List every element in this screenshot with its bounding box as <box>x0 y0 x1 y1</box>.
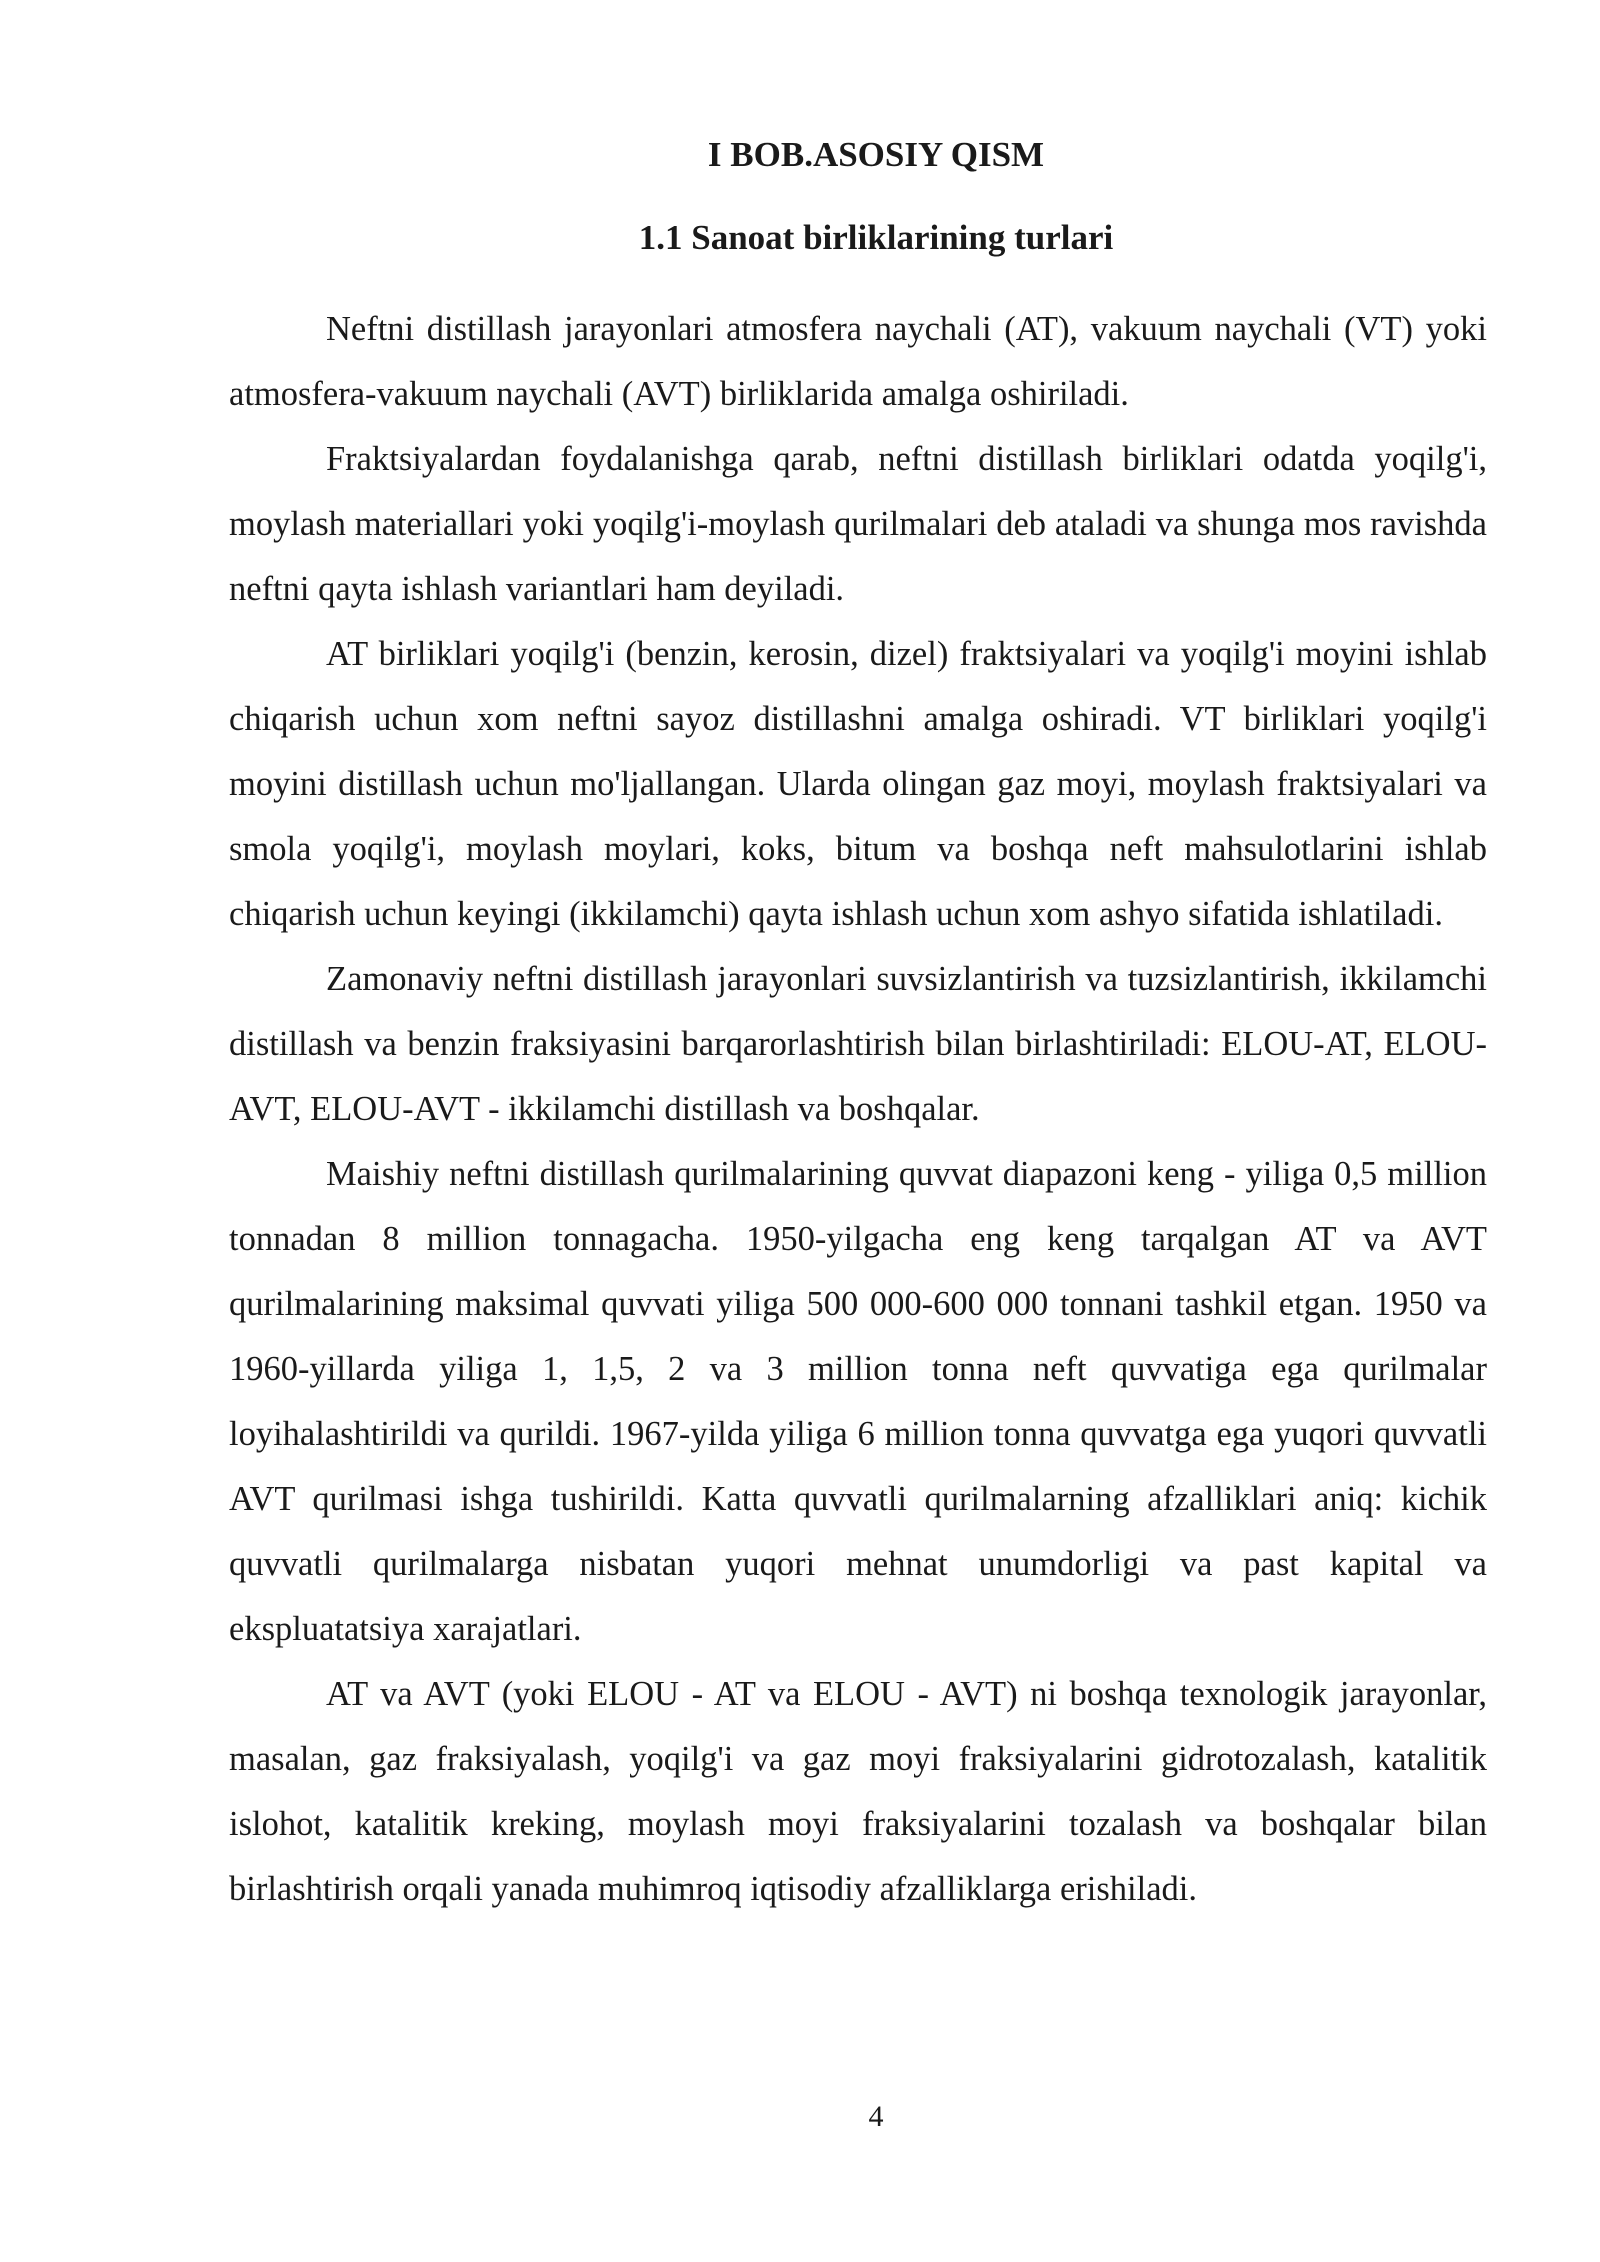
chapter-title: I BOB.ASOSIY QISM <box>707 135 1045 174</box>
paragraph: Neftni distillash jarayonlari atmosfera naychali (AT), vakuum naychali (VT) yoki atmosfera-vakuum naychali (AVT) birliklarida amalga oshiriladi. <box>229 310 1487 413</box>
paragraph: AT birliklari yoqilg'i (benzin, kerosin, dizel) fraktsiyalari va yoqilg'i moyini ishlab chiqarish uchun xom neftni sayoz distillashni amalga oshiradi. VT birliklari yoqilg'i moyini distillash uchun mo'ljallangan. Ularda olingan gaz moyi, moylash fraktsiyalari va smola yoqilg'i, moylash moylari, koks, bitum va boshqa neft mahsulotlarini ishlab chiqarish uchun keyingi (ikkilamchi) qayta ishlash uchun xom ashyo sifatida ishlatiladi. <box>229 635 1487 933</box>
section-title: 1.1 Sanoat birliklarining turlari <box>638 218 1114 257</box>
paragraph: AT va AVT (yoki ELOU - AT va ELOU - AVT) ni boshqa texnologik jarayonlar, masalan, gaz fraksiyalash, yoqilg'i va gaz moyi fraksiyalarini gidrotozalash, katalitik islohot, katalitik kreking, moylash moyi fraksiyalarini tozalash va boshqalar bilan birlashtirish orqali yanada muhimroq iqtisodiy afzalliklarga erishiladi. <box>229 1675 1487 1908</box>
page-number: 4 <box>868 2100 884 2133</box>
paragraph: Fraktsiyalardan foydalanishga qarab, neftni distillash birliklari odatda yoqilg'i, moylash materiallari yoki yoqilg'i-moylash qurilmalari deb ataladi va shunga mos ravishda neftni qayta ishlash variantlari ham deyiladi. <box>229 440 1487 608</box>
paragraph: Maishiy neftni distillash qurilmalarining quvvat diapazoni keng - yiliga 0,5 million tonnadan 8 million tonnagacha. 1950-yilgacha eng keng tarqalgan AT va AVT qurilmalarining maksimal quvvati yiliga 500 000-600 000 tonnani tashkil etgan. 1950 va 1960-yillarda yiliga 1, 1,5, 2 va 3 million tonna neft quvvatiga ega qurilmalar loyihalashtirildi va qurildi. 1967-yilda yiliga 6 million tonna quvvatga ega yuqori quvvatli AVT qurilmasi ishga tushirildi. Katta quvvatli qurilmalarning afzalliklari aniq: kichik quvvatli qurilmalarga nisbatan yuqori mehnat unumdorligi va past kapital va ekspluatatsiya xarajatlari. <box>229 1155 1487 1648</box>
paragraph: Zamonaviy neftni distillash jarayonlari suvsizlantirish va tuzsizlantirish, ikkilamchi distillash va benzin fraksiyasini barqarorlashtirish bilan birlashtiriladi: ELOU-AT, ELOU-AVT, ELOU-AVT - ikkilamchi distillash va boshqalar. <box>229 960 1487 1128</box>
body-text <box>229 297 1487 1922</box>
